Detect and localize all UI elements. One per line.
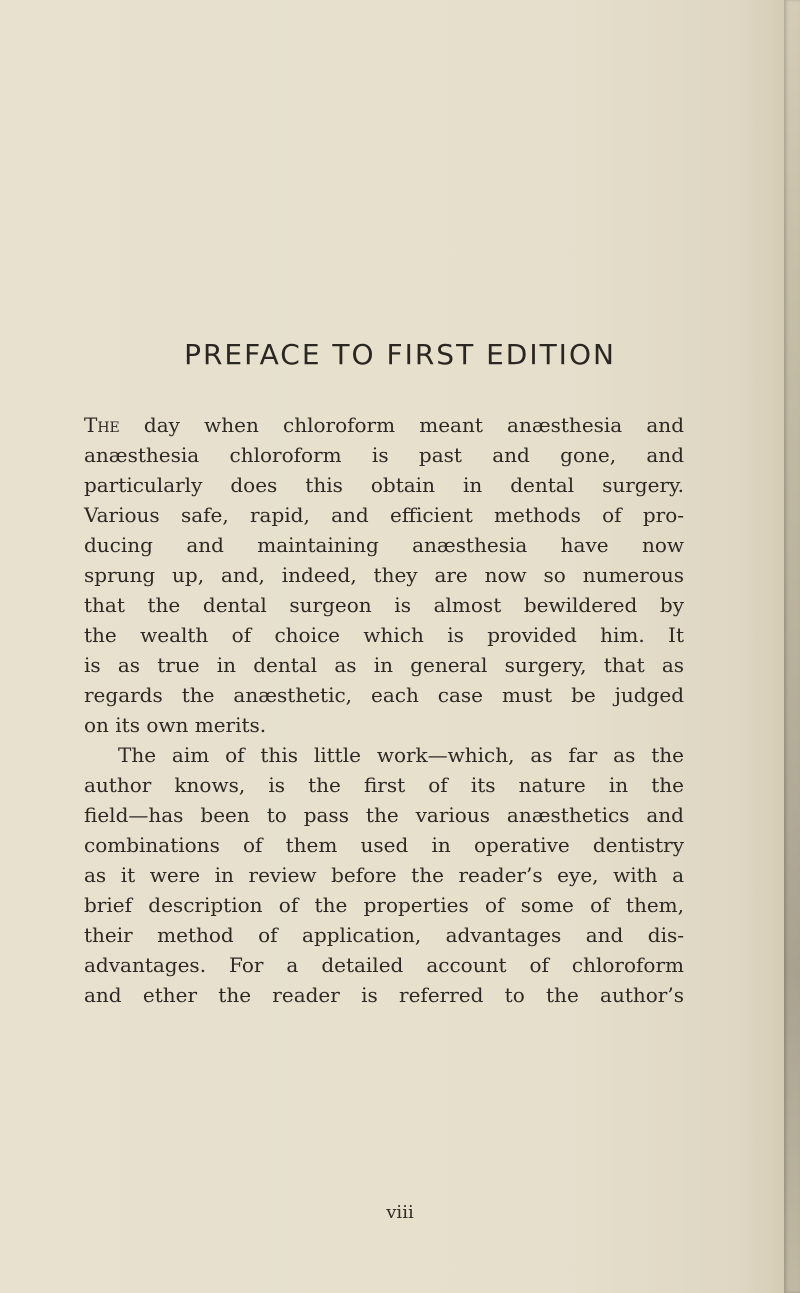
page-number: viii	[386, 1202, 414, 1223]
text-line: sprung up, and, indeed, they are now so numerous	[84, 563, 684, 587]
text-line: combinations of them used in operative dentistry	[84, 833, 684, 857]
text-line: on its own merits.	[84, 713, 267, 737]
text-line: author knows, is the first of its nature in the	[84, 773, 684, 797]
text-line: the wealth of choice which is provided him. It	[84, 623, 684, 647]
text-line: particularly does this obtain in dental surgery.	[84, 473, 684, 497]
text-line: as it were in review before the reader’s eye, with a	[84, 863, 684, 887]
text-line: anæsthesia chloroform is past and gone, and	[84, 443, 684, 467]
text-line: their method of application, advantages and dis-	[84, 923, 684, 947]
paragraph-1	[84, 410, 684, 740]
drop-word: The	[84, 413, 120, 437]
preface-text	[84, 410, 684, 1010]
page-edge	[784, 0, 800, 1293]
text-line: and ether the reader is referred to the author’s	[84, 983, 684, 1007]
text-line: advantages. For a detailed account of chloroform	[84, 953, 684, 977]
paragraph-2	[84, 740, 684, 1010]
text-line: The aim of this little work—which, as far as the	[118, 743, 684, 767]
text-line	[84, 410, 684, 440]
text-fragment: day when chloroform meant anæsthesia and	[119, 413, 684, 437]
text-line: Various safe, rapid, and efficient methods of pro-	[84, 503, 684, 527]
text-line: field—has been to pass the various anæsthetics and	[84, 803, 684, 827]
text-line: regards the anæsthetic, each case must be judged	[84, 683, 684, 707]
text-line: brief description of the properties of some of them,	[84, 893, 684, 917]
text-line: that the dental surgeon is almost bewildered by	[84, 593, 684, 617]
text-line: ducing and maintaining anæsthesia have now	[84, 533, 684, 557]
page-title: PREFACE TO FIRST EDITION	[184, 338, 616, 371]
text-line: is as true in dental as in general surgery, that as	[84, 653, 684, 677]
